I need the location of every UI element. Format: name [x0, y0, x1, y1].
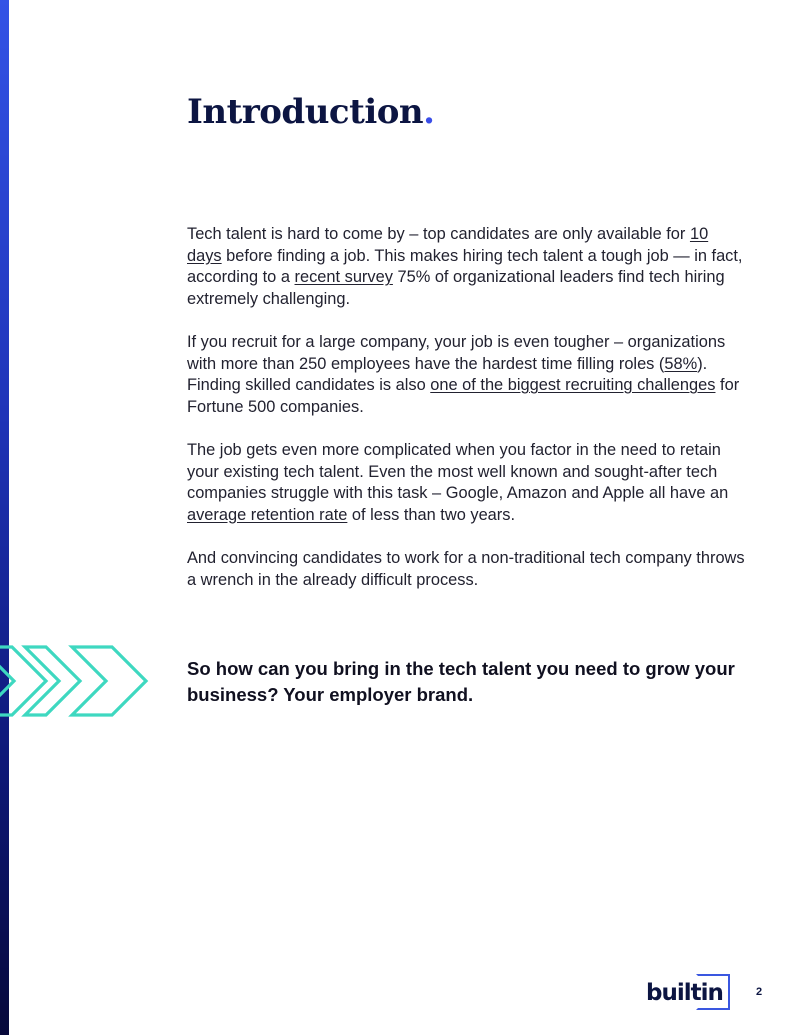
chevron-arrow-3	[72, 647, 146, 715]
inline-link[interactable]: average retention rate	[187, 505, 348, 524]
paragraph-text: for Fortune 500 companies.	[187, 376, 740, 416]
page-title	[187, 92, 434, 132]
paragraph-text: Tech talent is hard to come by – top candidates are only available for	[187, 225, 690, 243]
body-text	[187, 224, 747, 613]
paragraph-4	[187, 548, 747, 591]
side-gradient-bar	[0, 0, 9, 1035]
paragraph-text: of less than two years.	[347, 505, 516, 524]
paragraph-text: If you recruit for a large company, your job is even tougher – organizations with more than 250 employees have the hardest time filling roles (	[187, 332, 726, 373]
paragraph-text: before finding a job. This makes hiring tech talent a tough job — in fact, according to a	[187, 246, 743, 287]
chevron-arrow-1	[0, 647, 46, 715]
builtin-logo	[646, 972, 734, 1014]
callout-question: So how can you bring in the tech talent you need to grow your business? Your employer brand.	[187, 658, 735, 705]
paragraph-text: 75% of organizational leaders find tech hiring extremely challenging.	[187, 268, 725, 308]
title-accent-dot: .	[423, 92, 435, 132]
logo-text: builtin	[646, 980, 723, 1006]
paragraph-text: The job gets even more complicated when you factor in the need to retain your existing tech talent. Even the most well known and sought-after tech companies struggle with this task – Google, Amazon and Apple all have an	[187, 440, 729, 503]
page-number: 2	[756, 986, 763, 998]
inline-link[interactable]: 58%	[664, 354, 698, 373]
inline-link[interactable]: recent survey	[294, 268, 393, 287]
paragraph-text: And convincing candidates to work for a non-traditional tech company throws a wrench in the already difficult process.	[187, 548, 745, 589]
inline-link[interactable]: one of the biggest recruiting challenges	[430, 376, 716, 395]
chevron-arrow-2	[25, 647, 80, 715]
paragraph-3	[187, 440, 747, 526]
page-title-text: Introduction	[187, 92, 424, 132]
paragraph-1	[187, 224, 747, 310]
paragraph-text: ). Finding skilled candidates is also	[187, 354, 708, 395]
inline-link[interactable]: 10 days	[187, 225, 709, 265]
chevron-arrows-icon	[0, 644, 150, 718]
paragraph-2	[187, 332, 747, 418]
